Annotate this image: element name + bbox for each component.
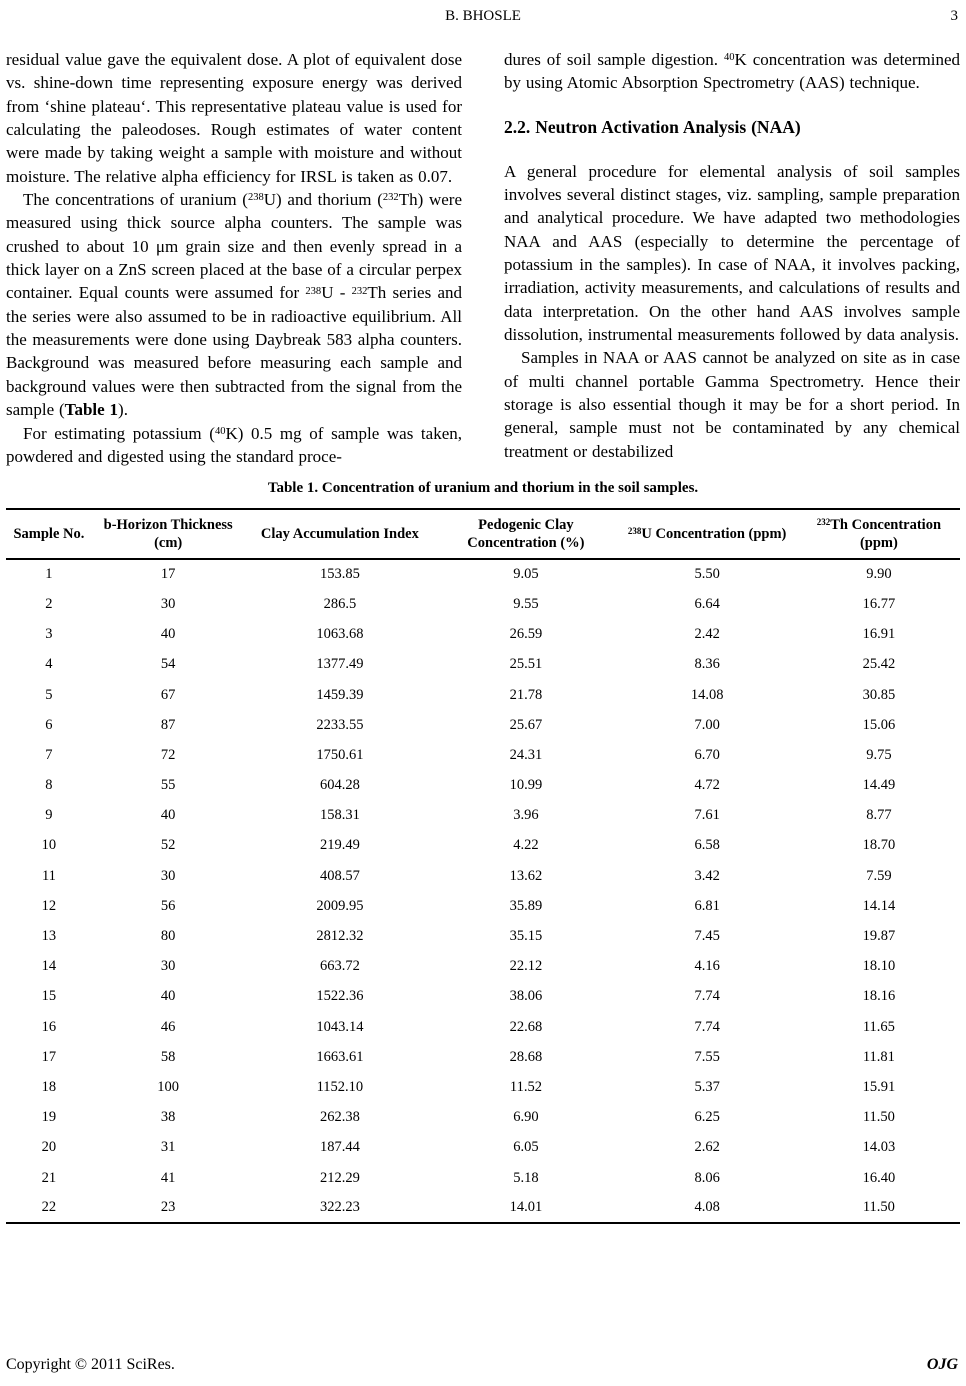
text-segment: U) and thorium ( [263, 190, 383, 210]
table-cell: 6.81 [694, 897, 720, 914]
table-row [6, 1012, 960, 1042]
table-cell: 3.96 [513, 807, 539, 824]
table-row [6, 1163, 960, 1193]
table-cell: 15.91 [862, 1078, 896, 1095]
text-segment: Th) were measured using thick source alpha counters. The sample was crushed to about 10 μm grain size and then evenly spread in a thick layer on a ZnS screen placed at the base of a circular perpex container. Equal counts were assumed for [6, 190, 462, 303]
table-row [6, 680, 960, 710]
text-segment: Clay Accumulation Index [260, 526, 419, 543]
table-cell: 18.10 [862, 958, 896, 975]
table-cell: 14 [41, 958, 57, 975]
table-header-cell [244, 509, 435, 559]
table-cell: 35.89 [509, 897, 543, 914]
superscript: 238 [627, 526, 642, 537]
text-segment: b-Horizon Thickness (cm) [103, 517, 233, 552]
table-row [6, 921, 960, 951]
table-cell: 18.16 [862, 988, 896, 1005]
table-cell: 100 [157, 1078, 180, 1095]
table-header-cell [92, 509, 245, 559]
table-cell: 9 [45, 807, 53, 824]
table-cell: 19 [41, 1109, 57, 1126]
table-cell: 11.65 [862, 1018, 895, 1035]
table-cell: 5.18 [513, 1169, 539, 1186]
table-cell: 1063.68 [316, 626, 364, 643]
table-cell: 2.62 [694, 1139, 720, 1156]
text-segment: For estimating potassium ( [23, 423, 215, 443]
table-cell: 8.06 [694, 1169, 720, 1186]
table-cell: 25.67 [509, 716, 543, 733]
table-cell: 663.72 [319, 958, 360, 975]
table-cell: 21 [41, 1169, 57, 1186]
table-cell: 4.16 [694, 958, 720, 975]
superscript: 232 [382, 192, 399, 204]
text-segment: U - [321, 283, 352, 303]
table-cell: 322.23 [244, 1193, 435, 1223]
text-segment: dures of soil sample digestion. [504, 50, 724, 69]
table-header-cell [435, 509, 616, 559]
table-cell: 219.49 [319, 837, 360, 854]
table-cell: 7 [45, 746, 53, 763]
table-cell: 16.40 [862, 1169, 896, 1186]
table-cell: 6.05 [513, 1139, 539, 1156]
table-cell: 7.00 [694, 716, 720, 733]
table-cell: 7.55 [694, 1048, 720, 1065]
table-cell: 30 [160, 958, 176, 975]
running-head-row [6, 6, 960, 26]
table-cell: 5 [45, 686, 53, 703]
table-row [6, 1193, 960, 1223]
table-cell: 604.28 [319, 777, 360, 794]
footer [6, 1356, 960, 1378]
table-header-cell [798, 509, 960, 559]
table-cell: 5.37 [694, 1078, 720, 1095]
table-cell: 21.78 [509, 686, 543, 703]
running-head: B. BHOSLE [445, 8, 521, 24]
table-cell: 7.45 [694, 928, 720, 945]
table-cell: 7.74 [694, 1018, 720, 1035]
page-number: 3 [950, 8, 958, 24]
table-cell: 6 [45, 716, 53, 733]
table-cell: 11.52 [509, 1078, 542, 1095]
table-cell: 6.90 [513, 1109, 539, 1126]
table-cell: 35.15 [509, 928, 543, 945]
table-cell: 2 [45, 595, 53, 612]
table-cell: 41 [160, 1169, 176, 1186]
table-cell: 6.64 [694, 595, 720, 612]
data-table [6, 508, 960, 1224]
table-cell: 18 [41, 1078, 57, 1095]
table-cell: 23 [92, 1193, 245, 1223]
table-cell: 1663.61 [316, 1048, 364, 1065]
left-column [6, 48, 462, 468]
table-cell: 24.31 [509, 746, 543, 763]
table-row [6, 710, 960, 740]
table-title: Table 1. Concentration of uranium and thorium in the soil samples. [267, 480, 699, 497]
table-cell: 4.22 [513, 837, 539, 854]
table-cell: 56 [160, 897, 176, 914]
table-cell: 1459.39 [316, 686, 364, 703]
table-cell: 30 [160, 595, 176, 612]
table-cell: 16 [41, 1018, 57, 1035]
table-cell: 1522.36 [316, 988, 364, 1005]
table-cell: 30.85 [862, 686, 896, 703]
table-cell: 17 [41, 1048, 57, 1065]
paragraph [6, 48, 462, 188]
table-row [6, 650, 960, 680]
table-cell: 17 [160, 566, 176, 583]
table-row [6, 589, 960, 619]
text-segment: residual value gave the equivalent dose. A plot of equivalent dose vs. shine-down time representing exposure energy was derived from ‘shine plateau‘. This representative plateau value is used for calculating the paleodoses. Rough estimates of water content were made by taking weight a sample with moisture and without moisture. The relative alpha efficiency for IRSL is taken as 0.07. [6, 50, 462, 186]
table-cell: 7.74 [694, 988, 720, 1005]
table-cell: 212.29 [319, 1169, 360, 1186]
table-cell: 8.77 [866, 807, 892, 824]
text-segment: ). [118, 400, 128, 420]
table-cell: 31 [160, 1139, 176, 1156]
table-cell: 28.68 [509, 1048, 543, 1065]
table-cell: 10.99 [509, 777, 543, 794]
table-cell: 54 [160, 656, 176, 673]
table-cell: 187.44 [319, 1139, 360, 1156]
text-segment: The concentrations of uranium ( [23, 190, 248, 210]
paragraph [504, 48, 960, 95]
table-header-row [6, 509, 960, 559]
superscript: 40 [214, 425, 226, 437]
table-cell: 286.5 [323, 595, 357, 612]
table-row [6, 1133, 960, 1163]
table-cell: 9.05 [513, 566, 539, 583]
table-cell: 40 [160, 988, 176, 1005]
superscript: 232 [351, 285, 368, 297]
table-cell: 153.85 [319, 566, 360, 583]
table-cell: 3.42 [694, 867, 720, 884]
paragraph [504, 160, 960, 347]
table-row [6, 801, 960, 831]
table-cell: 1750.61 [316, 746, 364, 763]
table-cell: 58 [160, 1048, 176, 1065]
table-cell: 20 [41, 1139, 57, 1156]
table-cell: 11.81 [862, 1048, 895, 1065]
table-cell: 16.77 [862, 595, 896, 612]
table-cell: 15.06 [862, 716, 896, 733]
table-cell: 30 [160, 867, 176, 884]
footer-copyright: Copyright © 2011 SciRes. [6, 1356, 175, 1373]
table-cell: 7.61 [694, 807, 720, 824]
table-cell: 11 [41, 867, 56, 884]
table-cell: 9.75 [866, 746, 892, 763]
table-cell: 4.72 [694, 777, 720, 794]
table-row [6, 982, 960, 1012]
table-cell: 8 [45, 777, 53, 794]
table-cell: 12 [41, 897, 57, 914]
table-row [6, 1042, 960, 1072]
text-segment: Table 1 [64, 400, 119, 420]
table-cell: 25.51 [509, 656, 543, 673]
table-body [6, 559, 960, 1223]
text-segment: Th series and the series were also assumed to be in radioactive equilibrium. All the measurements were done using Daybreak 583 alpha counters. Background was measured before measuring each sample and background values were then subtracted from the signal from the sample ( [6, 283, 462, 420]
table-cell: 14.14 [862, 897, 896, 914]
table-cell: 26.59 [509, 626, 543, 643]
table-cell: 1152.10 [316, 1078, 364, 1095]
text-segment: K) 0.5 mg of sample was taken, powdered and digested using the standard proce- [6, 423, 462, 466]
table-row [6, 740, 960, 770]
table-cell: 22.12 [509, 958, 543, 975]
table-cell: 6.58 [694, 837, 720, 854]
table-row [6, 1103, 960, 1133]
table-cell: 7.59 [866, 867, 892, 884]
table-cell: 9.55 [513, 595, 539, 612]
table-cell: 15 [41, 988, 57, 1005]
table-cell: 13.62 [509, 867, 543, 884]
text-segment: K concentration was determined by using Atomic Absorption Spectrometry (AAS) technique. [504, 50, 961, 93]
table-cell: 87 [160, 716, 176, 733]
text-segment: U Concentration (ppm) [641, 526, 787, 543]
table-cell: 80 [160, 928, 176, 945]
table-cell: 67 [160, 686, 176, 703]
table-cell: 158.31 [319, 807, 360, 824]
table-cell: 25.42 [862, 656, 896, 673]
table-row [6, 559, 960, 589]
table-cell: 72 [160, 746, 176, 763]
superscript: 238 [247, 192, 264, 204]
table-cell: 40 [160, 626, 176, 643]
table-cell: 22 [6, 1193, 92, 1223]
superscript: 238 [305, 285, 322, 297]
table-row [6, 831, 960, 861]
table-header-cell [6, 509, 92, 559]
text-segment: Samples in NAA or AAS cannot be analyzed on site as in case of multi channel portable Gamma Spectrometry. Hence their storage is also essential though it may be for a short period. In general, sample must not be contaminated by any chemical treatment or destabilized [504, 348, 960, 461]
table-header [6, 509, 960, 559]
table-cell: 1043.14 [316, 1018, 364, 1035]
paragraph [504, 346, 960, 463]
table-cell: 408.57 [319, 867, 360, 884]
table-cell: 13 [41, 928, 57, 945]
text-segment: A general procedure for elemental analysis of soil samples involves several distinct stages, viz. sampling, sample preparation and analytical procedure. We have adapted two methodologies NAA and AAS (especially to determine the percentage of potassium in the samples). In case of NAA, it involves packing, irradiation, activity measurements, and calculations of results and data interpretation. On the other hand AAS involves sample dissolution, instrumental measurements followed by data analysis. [504, 161, 960, 345]
body-columns [6, 48, 960, 468]
table-cell: 14.49 [862, 777, 896, 794]
table-cell: 22.68 [509, 1018, 543, 1035]
table-cell: 11.50 [862, 1109, 895, 1126]
table-cell: 14.08 [690, 686, 724, 703]
table-row [6, 952, 960, 982]
text-segment: Sample No. [13, 526, 85, 543]
table-header-cell [617, 509, 798, 559]
table-cell: 5.50 [694, 566, 720, 583]
table-cell: 11.50 [798, 1193, 960, 1223]
table-row [6, 771, 960, 801]
table-cell: 52 [160, 837, 176, 854]
table-cell: 2.42 [694, 626, 720, 643]
table-cell: 38 [160, 1109, 176, 1126]
table-cell: 16.91 [862, 626, 896, 643]
table-cell: 18.70 [862, 837, 896, 854]
table-cell: 1 [45, 566, 53, 583]
table-cell: 38.06 [509, 988, 543, 1005]
table-cell: 14.01 [435, 1193, 616, 1223]
table-cell: 3 [45, 626, 53, 643]
table-row [6, 1072, 960, 1102]
footer-journal: OJG [926, 1356, 958, 1373]
table-cell: 1377.49 [316, 656, 364, 673]
table-cell: 2009.95 [316, 897, 364, 914]
table-cell: 9.90 [866, 566, 892, 583]
table-cell: 4.08 [617, 1193, 798, 1223]
paragraph [6, 188, 462, 421]
table-cell: 6.25 [694, 1109, 720, 1126]
table-row [6, 891, 960, 921]
table-row [6, 620, 960, 650]
text-segment: Th Concentration (ppm) [830, 517, 942, 552]
table-cell: 55 [160, 777, 176, 794]
table-cell: 40 [160, 807, 176, 824]
table-cell: 46 [160, 1018, 176, 1035]
table-cell: 2812.32 [316, 928, 364, 945]
text-segment: Pedogenic Clay Concentration (%) [467, 517, 585, 552]
table-cell: 6.70 [694, 746, 720, 763]
table-cell: 19.87 [862, 928, 896, 945]
paragraph [6, 422, 462, 469]
superscript: 40 [723, 52, 735, 64]
superscript: 232 [816, 517, 831, 528]
table-cell: 8.36 [694, 656, 720, 673]
table-row [6, 861, 960, 891]
right-column [504, 48, 960, 468]
table-cell: 10 [41, 837, 57, 854]
table-cell: 2233.55 [316, 716, 364, 733]
table-cell: 262.38 [319, 1109, 360, 1126]
table-cell: 14.03 [862, 1139, 896, 1156]
section-heading: 2.2. Neutron Activation Analysis (NAA) [504, 116, 801, 137]
table-cell: 4 [45, 656, 53, 673]
